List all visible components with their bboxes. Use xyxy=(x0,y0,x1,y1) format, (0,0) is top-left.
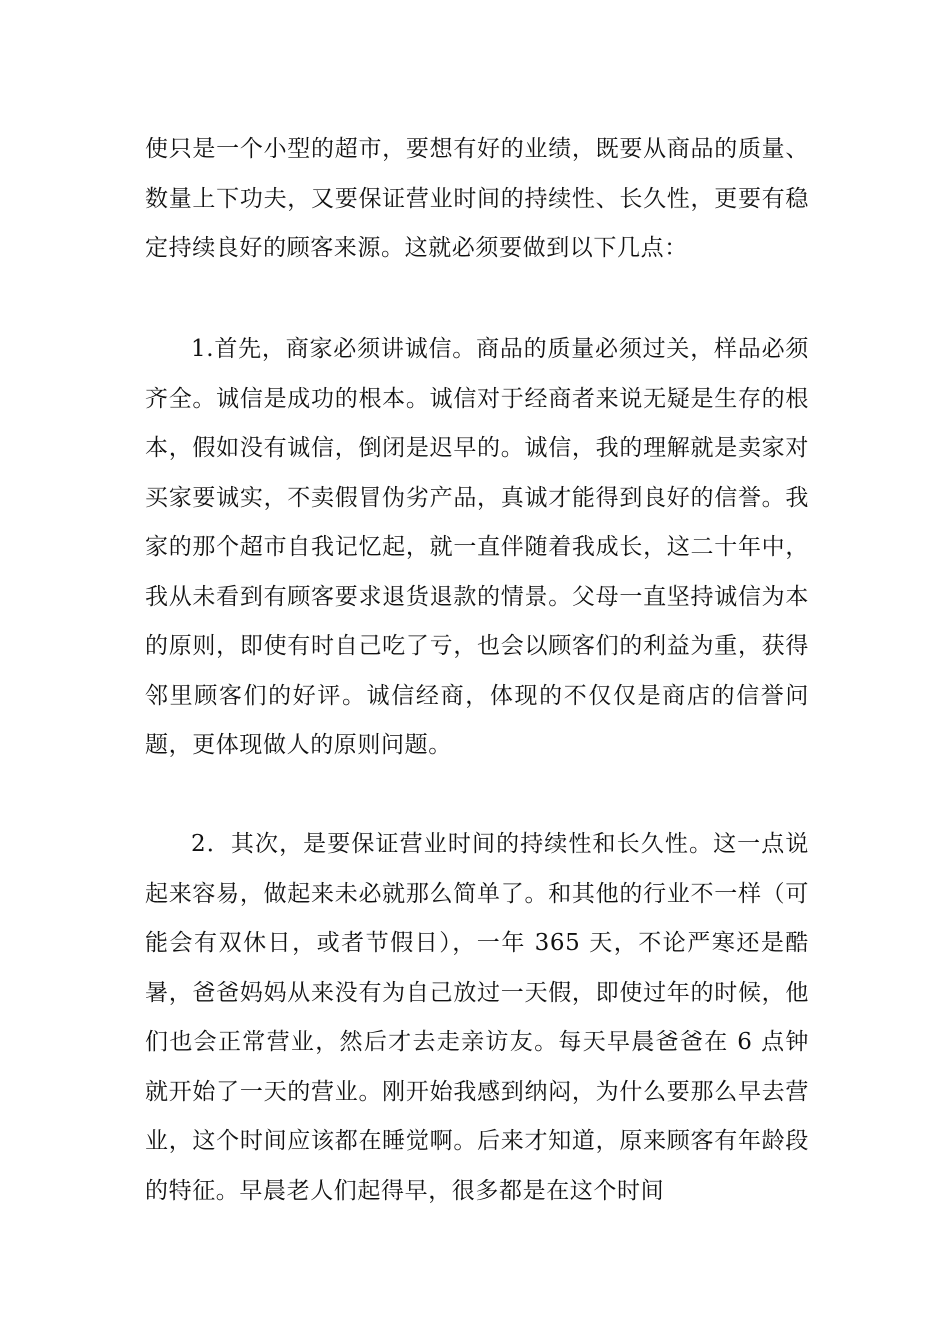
paragraph-intro: 使只是一个小型的超市，要想有好的业绩，既要从商品的质量、数量上下功夫，又要保证营业时间的持续性、长久性，更要有稳定持续良好的顾客来源。这就必须要做到以下几点： xyxy=(145,136,809,261)
paragraph-point-2-business-hours: 2．其次，是要保证营业时间的持续性和长久性。这一点说起来容易，做起来未必就那么简单了。和其他的行业不一样（可能会有双休日，或者节假日），一年 365 天，不论严寒还是酷暑，爸爸妈妈从来没有为自己放过一天假，即使过年的时候，他们也会正常营业，然后才去走亲访友。每天早晨爸爸在 6 点钟就开始了一天的营业。刚开始我感到纳闷，为什么要那么早去营业，这个时间应该都在睡觉啊。后来才知道，原来顾客有年龄段的特征。早晨老人们起得早，很多都是在这个时间 xyxy=(145,831,809,1204)
paragraph-point-1-integrity: 1.首先，商家必须讲诚信。商品的质量必须过关，样品必须齐全。诚信是成功的根本。诚信对于经商者来说无疑是生存的根本，假如没有诚信，倒闭是迟早的。诚信，我的理解就是卖家对买家要诚实，不卖假冒伪劣产品，真诚才能得到良好的信誉。我家的那个超市自我记忆起，就一直伴随着我成长，这二十年中，我从未看到有顾客要求退货退款的情景。父母一直坚持诚信为本的原则，即使有时自己吃了亏，也会以顾客们的利益为重，获得邻里顾客们的好评。诚信经商，体现的不仅仅是商店的信誉问题，更体现做人的原则问题。 xyxy=(145,336,809,758)
